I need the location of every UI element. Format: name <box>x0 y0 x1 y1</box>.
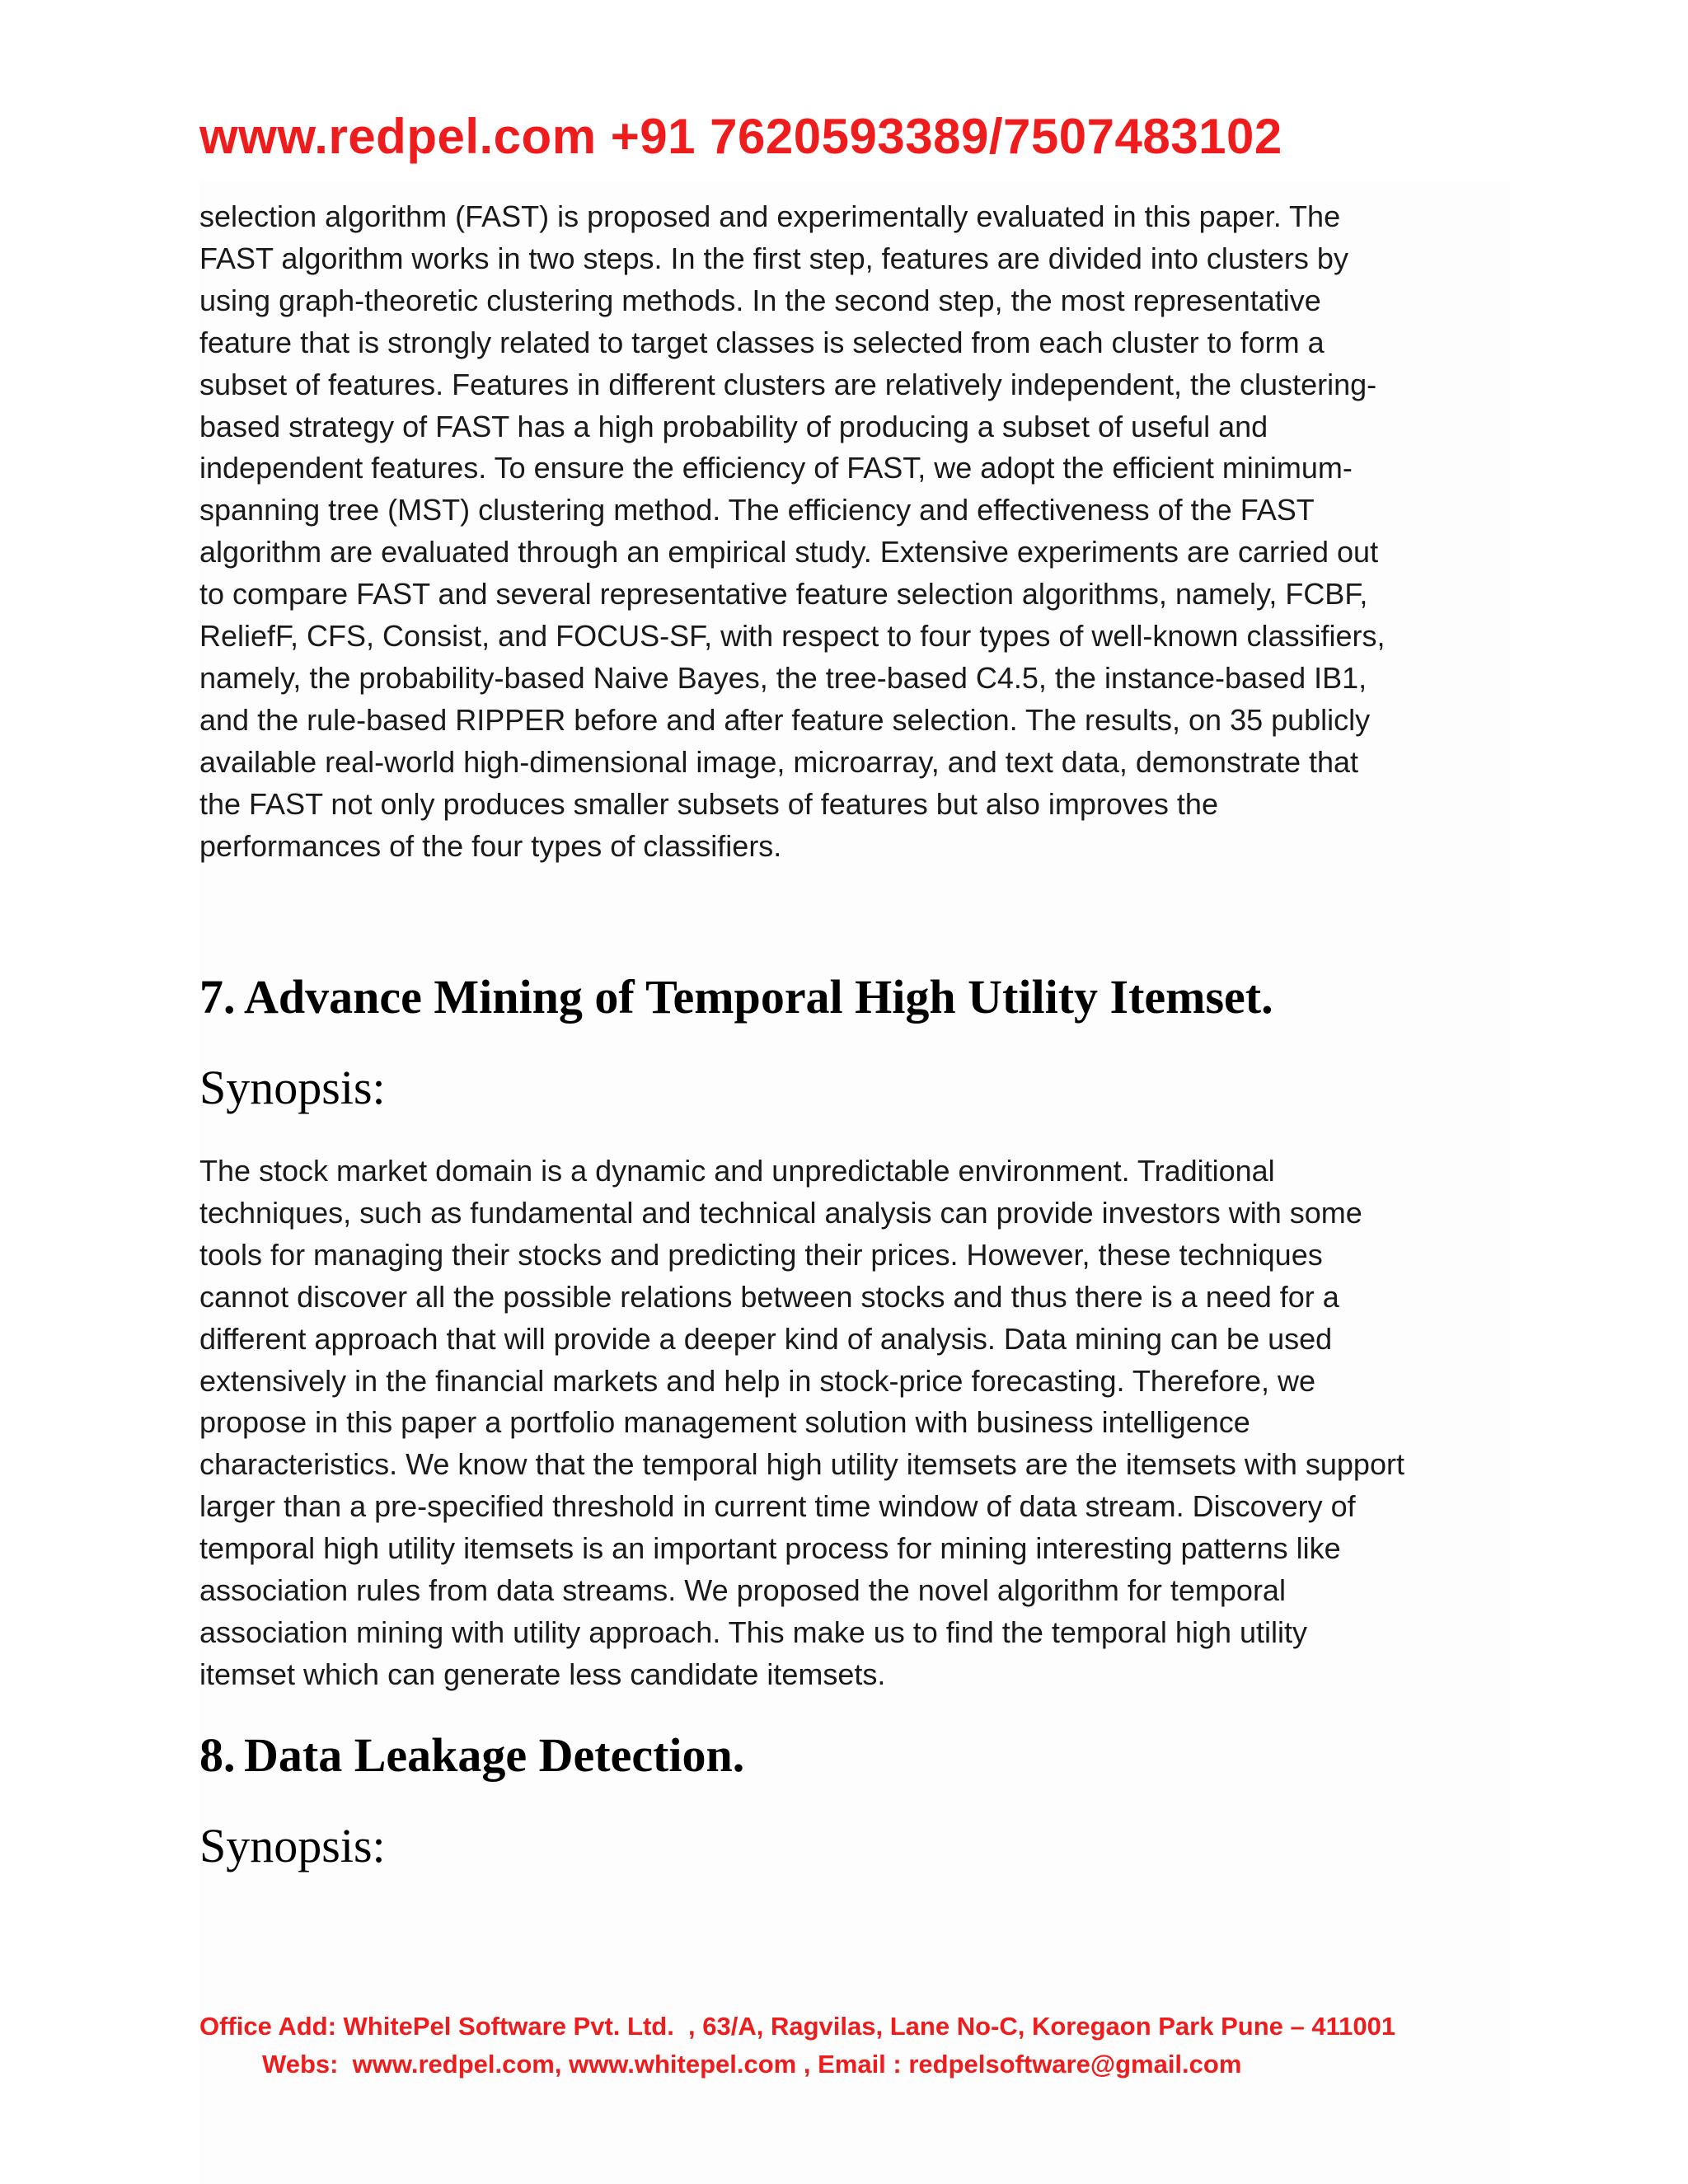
paragraph-line: characteristics. We know that the temporal high utility itemsets are the itemsets with support <box>199 1447 1404 1482</box>
paragraph-line: feature that is strongly related to target classes is selected from each cluster to form a <box>199 325 1325 359</box>
paragraph-line: to compare FAST and several representative feature selection algorithms, namely, FCBF, <box>199 577 1368 612</box>
paragraph-line: using graph-theoretic clustering methods. In the second step, the most representative <box>199 283 1321 317</box>
paragraph-line: techniques, such as fundamental and technical analysis can provide investors with some <box>199 1195 1362 1230</box>
section-title: Data Leakage Detection. <box>244 1728 745 1782</box>
section7-synopsis-paragraph <box>199 1151 1535 1696</box>
paragraph-line: the FAST not only produces smaller subsets of features but also improves the <box>199 786 1218 821</box>
section8-heading <box>199 1722 744 1788</box>
section-title: Advance Mining of Temporal High Utility Itemset. <box>244 970 1273 1024</box>
paragraph-line: namely, the probability-based Naive Bayes, the tree-based C4.5, the instance-based IB1, <box>199 660 1367 695</box>
paragraph-line: larger than a pre-specified threshold in current time window of data stream. Discovery of <box>199 1489 1356 1524</box>
paragraph-line: association rules from data streams. We proposed the novel algorithm for temporal <box>199 1573 1286 1608</box>
paragraph-line: extensively in the financial markets and help in stock-price forecasting. Therefore, we <box>199 1363 1316 1398</box>
paragraph-line: temporal high utility itemsets is an important process for mining interesting patterns like <box>199 1531 1341 1566</box>
section-number: 7. <box>199 970 236 1024</box>
paragraph-line: propose in this paper a portfolio management solution with business intelligence <box>199 1405 1250 1440</box>
paragraph-line: and the rule-based RIPPER before and after feature selection. The results, on 35 publicly <box>199 702 1371 737</box>
section8-synopsis-label: Synopsis: <box>199 1819 386 1872</box>
paragraph-line: tools for managing their stocks and predicting their prices. However, these techniques <box>199 1237 1323 1272</box>
section7-synopsis-label: Synopsis: <box>199 1061 386 1114</box>
paragraph-line: available real-world high-dimensional image, microarray, and text data, demonstrate that <box>199 744 1359 779</box>
paragraph-line: cannot discover all the possible relations between stocks and thus there is a need for a <box>199 1279 1339 1314</box>
paragraph-line: FAST algorithm works in two steps. In the first step, features are divided into clusters by <box>199 241 1348 275</box>
section7-heading <box>199 964 1273 1030</box>
footer-websites-email: Webs: www.redpel.com, www.whitepel.com , Email : redpelsoftware@gmail.com <box>262 2050 1242 2079</box>
paragraph-line: The stock market domain is a dynamic and unpredictable environment. Traditional <box>199 1154 1275 1188</box>
paragraph-line: itemset which can generate less candidate itemsets. <box>199 1657 886 1691</box>
section-number: 8. <box>199 1728 236 1782</box>
paragraph-line: algorithm are evaluated through an empirical study. Extensive experiments are carried out <box>199 535 1379 569</box>
section6-synopsis-paragraph <box>199 196 1535 868</box>
paragraph-line: performances of the four types of classifiers. <box>199 828 782 863</box>
paragraph-line: association mining with utility approach. This make us to find the temporal high utility <box>199 1615 1308 1649</box>
paragraph-line: subset of features. Features in different clusters are relatively independent, the clustering- <box>199 367 1377 401</box>
paragraph-line: independent features. To ensure the efficiency of FAST, we adopt the efficient minimum- <box>199 451 1353 485</box>
paragraph-line: different approach that will provide a deeper kind of analysis. Data mining can be used <box>199 1321 1333 1356</box>
header-contact: www.redpel.com +91 7620593389/7507483102 <box>199 109 1282 164</box>
paragraph-line: spanning tree (MST) clustering method. The efficiency and effectiveness of the FAST <box>199 493 1315 527</box>
paragraph-line: ReliefF, CFS, Consist, and FOCUS-SF, with respect to four types of well-known classifiers, <box>199 619 1386 654</box>
paragraph-line: based strategy of FAST has a high probability of producing a subset of useful and <box>199 409 1268 443</box>
paragraph-line: selection algorithm (FAST) is proposed and experimentally evaluated in this paper. The <box>199 199 1341 233</box>
footer-office-address: Office Add: WhitePel Software Pvt. Ltd. , 63/A, Ragvilas, Lane No-C, Koregaon Park Pune – 411001 <box>199 2012 1396 2041</box>
